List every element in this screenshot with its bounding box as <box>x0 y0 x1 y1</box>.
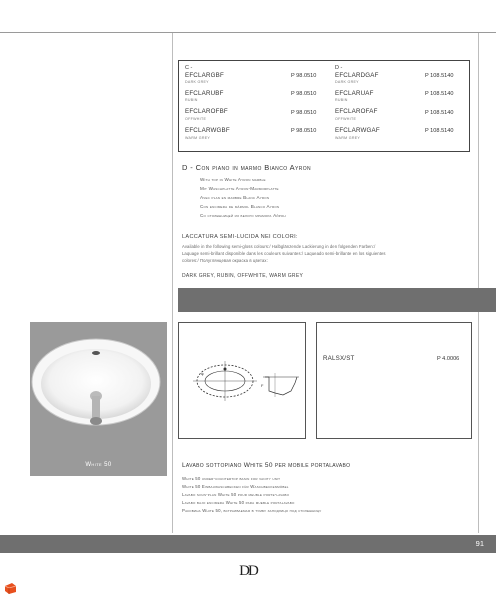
product-title: Lavabo sottopiano White 50 per mobile portalavabo <box>182 462 351 469</box>
price-cell: P 98.0510 <box>291 91 317 97</box>
codes-table <box>178 60 470 152</box>
code-cell: EFCLARWGBF <box>185 127 230 134</box>
finish-cell: DARK GREY <box>335 80 359 84</box>
svg-text:F: F <box>261 383 264 388</box>
finish-cell: RUBIN <box>185 98 198 102</box>
price-cell: P 108.5140 <box>425 91 454 97</box>
product-desc-line: Раковина White 50, встраиваемая в тумбу заподлицо под столешницу <box>182 508 322 513</box>
finish-cell: OFFWHITE <box>185 117 207 121</box>
product-code: RALSX/ST <box>323 355 355 362</box>
codes-col1-header: C - <box>185 65 193 71</box>
price-cell: P 98.0510 <box>291 73 317 79</box>
finish-cell: DARK GREY <box>185 80 209 84</box>
product-price: P 4.0006 <box>437 356 460 362</box>
section-d-line: Со столешницей из белого мрамора Айрон <box>200 213 286 218</box>
product-desc-line: White 50 under-countertop basin for vanity unit <box>182 476 281 481</box>
basin-illustration <box>30 322 167 476</box>
finish-cell: WARM GREY <box>185 136 211 140</box>
finish-cell: RUBIN <box>335 98 348 102</box>
product-photo <box>30 322 167 476</box>
price-cell: P 108.5140 <box>425 73 454 79</box>
product-code-table <box>316 322 472 439</box>
section-d-title: D - Con piano in marmo Bianco Ayron <box>182 163 312 172</box>
code-cell: EFCLARDGAF <box>335 72 379 79</box>
column-rule-left <box>172 33 173 533</box>
page-number: 91 <box>475 539 484 548</box>
svg-text:φ: φ <box>201 371 204 376</box>
product-desc-line: Lavabo sous-plan White 50 pour meuble porte-lavabo <box>182 492 290 497</box>
code-cell: EFCLARGBF <box>185 72 224 79</box>
brand-logo: DD <box>239 563 257 579</box>
color-list: DARK GREY, RUBIN, OFFWHITE, WARM GREY <box>182 273 304 279</box>
price-cell: P 108.5140 <box>425 110 454 116</box>
section-d-line: Mit Waschplatte Ayron-Marmorplatte <box>200 186 279 191</box>
footer-band <box>0 535 496 553</box>
code-cell: EFCLARUAF <box>335 90 374 97</box>
section-d-line: Con encimera de mármol Blanco Ayron <box>200 204 280 209</box>
code-cell: EFCLARWGAF <box>335 127 380 134</box>
laccatura-title: LACCATURA SEMI-LUCIDA NEI COLORI: <box>182 234 298 240</box>
technical-drawing <box>178 322 306 439</box>
finish-cell: WARM GREY <box>335 136 361 140</box>
laccatura-line: Laquage semi-brillant disponible dans les couleurs suivantes:/ Laqueado semi-brillante en los siguientes <box>182 251 386 256</box>
photo-caption: White 50 <box>85 462 112 468</box>
dimension-drawing <box>179 323 305 438</box>
product-desc-line: White 50 Einbauwaschbecken für Waschbeckenmöbel <box>182 484 289 489</box>
product-desc-line: Lavabo bajo encimera White 50 para mueble portalavabo <box>182 500 295 505</box>
laccatura-line: Available in the following semi-gloss colours:/ Halbglänzende Lackierung in den folgenden Farben:/ <box>182 244 376 249</box>
book-icon[interactable] <box>4 582 17 595</box>
price-cell: P 98.0510 <box>291 128 317 134</box>
column-rule-right <box>478 33 479 533</box>
laccatura-line: colores:/ Полуглянцевая окраска в цветах: <box>182 258 268 263</box>
finish-cell: OFFWHITE <box>335 117 357 121</box>
price-cell: P 108.5140 <box>425 128 454 134</box>
code-cell: EFCLAROFBF <box>185 108 228 115</box>
price-cell: P 98.0510 <box>291 110 317 116</box>
section-d-line: With top in White Ayron marble <box>200 177 266 182</box>
top-rule <box>0 32 496 33</box>
codes-col2-header: D - <box>335 65 343 71</box>
divider-band <box>178 288 496 312</box>
code-cell: EFCLAROFAF <box>335 108 378 115</box>
code-cell: EFCLARUBF <box>185 90 224 97</box>
section-d-line: Avec plan en marbre Blanc Ayron <box>200 195 270 200</box>
